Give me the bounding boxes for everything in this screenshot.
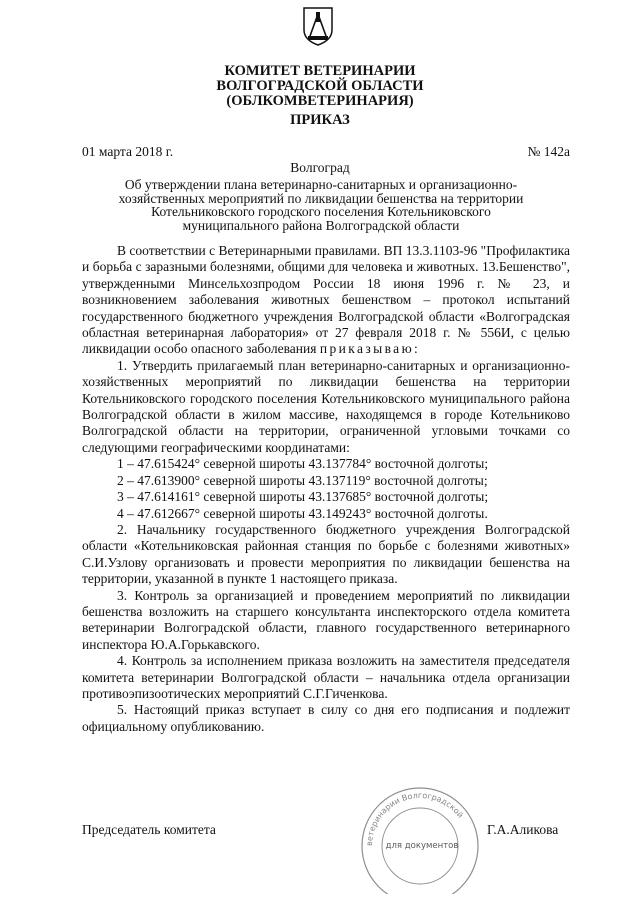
header-line-2: ВОЛГОГРАДСКОЙ ОБЛАСТИ — [216, 78, 424, 94]
preamble-text: В соответствии с Ветеринарными правилами. ВП 13.3.1103-96 "Профилактика и борьба с заразными болезнями, общими для человека и животных. 13.Бешенство", утвержденными Минсельхозпродом России 18 июня 1996 г. № 23, и возникновением заболевания животных бешенством – протокол испытаний государственного бюджетного учреждения Волгоградской области «Волгоградская областная ветеринарная лаборатория» от 27 февраля 2018 г. № 556И, с целью ликвидации особо опасного заболевания — [82, 243, 570, 357]
coordinate-4: 4 – 47.612667° северной широты 43.149243° восточной долготы. — [117, 505, 488, 521]
order-title: Об утверждении плана ветеринарно-санитарных и организационно-хозяйственных мероприятий по ликвидации бешенства на территории Котельниковского городского поселения Котельниковского муниципального района Волгоградской области — [118, 177, 524, 233]
item-3: 3. Контроль за организацией и проведением мероприятий по ликвидации бешенства возложить на старшего консультанта инспекторского отдела комитета ветеринарии Волгоградской области, главного государственного ветеринарного инспектора Ю.А.Горькавского. — [82, 587, 570, 652]
coordinate-2: 2 – 47.613900° северной широты 43.137119° восточной долготы; — [117, 472, 488, 488]
item-2: 2. Начальнику государственного бюджетного учреждения Волгоградской области «Котельниковская районная станция по борьбе с болезнями животных» С.И.Узлову организовать и провести мероприятия по ликвидации бешенства на территории, указанной в пункте 1 настоящего приказа. — [82, 521, 570, 587]
stamp-ring-text: ветеринарии Волгоградской — [364, 790, 465, 847]
svg-text:ветеринарии Волгоградской — [365, 791, 465, 846]
order-body — [82, 243, 570, 735]
item-5: 5. Настоящий приказ вступает в силу со дня его подписания и подлежит официальному опубликованию. — [82, 702, 570, 734]
order-number: № 142а — [527, 144, 570, 159]
city: Волгоград — [290, 160, 350, 175]
header-line-3: (ОБЛКОМВЕТЕРИНАРИЯ) — [226, 93, 414, 109]
signatory-name: Г.А.Аликова — [487, 822, 559, 837]
document-type: ПРИКАЗ — [290, 112, 350, 128]
coat-of-arms-emblem — [302, 6, 334, 46]
item-4: 4. Контроль за исполнением приказа возложить на заместителя председателя комитета ветеринарии Волгоградской области – начальника отдела организации противоэпизоотических мероприятий С.Г.Гиченкова. — [82, 653, 570, 701]
decree-word: приказываю: — [319, 341, 421, 357]
order-date: 01 марта 2018 г. — [82, 144, 174, 159]
official-stamp — [350, 776, 485, 894]
coordinate-3: 3 – 47.614161° северной широты 43.137685° восточной долготы; — [117, 489, 489, 505]
coordinate-1: 1 – 47.615424° северной широты 43.137784° восточной долготы; — [117, 456, 489, 472]
signatory-position: Председатель комитета — [82, 822, 216, 837]
preamble-paragraph — [82, 243, 570, 358]
header-line-1: КОМИТЕТ ВЕТЕРИНАРИИ — [224, 63, 416, 79]
stamp-center-text: для документов — [385, 841, 459, 851]
item-1: 1. Утвердить прилагаемый план ветеринарно-санитарных и организационно-хозяйственных мероприятий по ликвидации бешенства на территории Котельниковского городского поселения Котельниковского муниципального района Волгоградской области в жилом массиве, находящемся в городе Котельниково Волгоградской области на территории, ограниченной угловыми точками со следующими географическими координатами: — [82, 357, 570, 455]
